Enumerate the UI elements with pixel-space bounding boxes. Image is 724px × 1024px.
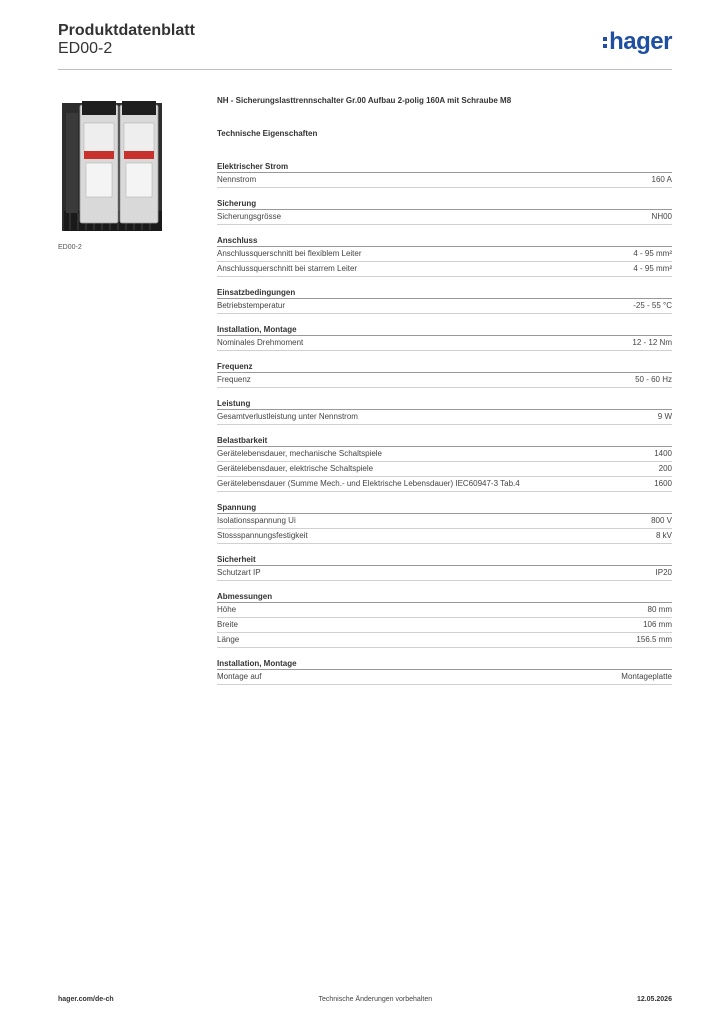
spec-label: Länge xyxy=(217,635,240,644)
section-title: Sicherheit xyxy=(217,554,672,566)
section-title: Sicherung xyxy=(217,198,672,210)
spec-label: Gerätelebensdauer, mechanische Schaltspiele xyxy=(217,449,382,458)
spec-value: 12 - 12 Nm xyxy=(632,338,672,347)
spec-label: Betriebstemperatur xyxy=(217,301,286,310)
spec-row xyxy=(217,633,672,648)
section-title: Elektrischer Strom xyxy=(217,161,672,173)
spec-value: -25 - 55 °C xyxy=(633,301,672,310)
hager-logo xyxy=(603,28,672,56)
section-title: Einsatzbedingungen xyxy=(217,287,672,299)
spec-label: Höhe xyxy=(217,605,237,614)
spec-row xyxy=(217,210,672,225)
spec-row xyxy=(217,410,672,425)
spec-label: Stossspannungsfestigkeit xyxy=(217,531,308,540)
spec-label: Breite xyxy=(217,620,238,629)
section-title: Installation, Montage xyxy=(217,658,672,670)
image-caption: ED00-2 xyxy=(58,244,82,251)
spec-section xyxy=(217,398,672,425)
spec-section xyxy=(217,235,672,277)
footer-date: 12.05.2026 xyxy=(636,996,672,1003)
spec-row xyxy=(217,529,672,544)
spec-value: 50 - 60 Hz xyxy=(635,375,672,384)
section-title: Spannung xyxy=(217,502,672,514)
spec-value: 4 - 95 mm² xyxy=(633,249,672,258)
spec-label: Gerätelebensdauer, elektrische Schaltspiele xyxy=(217,464,374,473)
footer-website: hager.com/de-ch xyxy=(58,996,114,1003)
spec-section xyxy=(217,198,672,225)
spec-row xyxy=(217,299,672,314)
spec-row xyxy=(217,262,672,277)
product-image xyxy=(58,93,168,236)
spec-value: 160 A xyxy=(651,175,672,184)
spec-label: Gerätelebensdauer (Summe Mech.- und Elektrische Lebensdauer) IEC60947-3 Tab.4 xyxy=(217,479,520,488)
spec-section xyxy=(217,361,672,388)
section-title: Abmessungen xyxy=(217,591,672,603)
spec-row xyxy=(217,336,672,351)
spec-section xyxy=(217,287,672,314)
page-footer xyxy=(58,996,672,1003)
section-title: Anschluss xyxy=(217,235,672,247)
technical-properties-heading: Technische Eigenschaften xyxy=(217,129,318,138)
spec-row xyxy=(217,514,672,529)
spec-value: 800 V xyxy=(651,516,672,525)
spec-label: Sicherungsgrösse xyxy=(217,212,282,221)
spec-label: Gesamtverlustleistung unter Nennstrom xyxy=(217,412,358,421)
product-title: NH - Sicherungslasttrennschalter Gr.00 Aufbau 2-polig 160A mit Schraube M8 xyxy=(217,96,512,105)
spec-section xyxy=(217,161,672,188)
spec-row xyxy=(217,462,672,477)
footer-notice: Technische Änderungen vorbehalten xyxy=(318,996,433,1003)
spec-row xyxy=(217,670,672,685)
spec-label: Schutzart IP xyxy=(217,568,261,577)
section-title: Belastbarkeit xyxy=(217,435,672,447)
spec-row xyxy=(217,173,672,188)
spec-section xyxy=(217,324,672,351)
spec-section xyxy=(217,502,672,544)
spec-value: Montageplatte xyxy=(621,672,672,681)
spec-row xyxy=(217,373,672,388)
section-title: Leistung xyxy=(217,398,672,410)
section-title: Installation, Montage xyxy=(217,324,672,336)
spec-label: Frequenz xyxy=(217,375,251,384)
spec-row xyxy=(217,603,672,618)
product-code: ED00-2 xyxy=(58,40,113,57)
spec-label: Isolationsspannung Ui xyxy=(217,516,296,525)
spec-value: 156.5 mm xyxy=(636,635,672,644)
page-header xyxy=(58,22,672,70)
spec-value: 200 xyxy=(658,464,672,473)
spec-label: Montage auf xyxy=(217,672,262,681)
spec-value: 1600 xyxy=(654,479,672,488)
spec-value: 106 mm xyxy=(643,620,672,629)
specs-content xyxy=(217,96,672,685)
spec-value: 1400 xyxy=(654,449,672,458)
spec-value: 8 kV xyxy=(655,531,672,540)
spec-value: 4 - 95 mm² xyxy=(633,264,672,273)
document-title: Produktdatenblatt xyxy=(58,22,195,39)
spec-section xyxy=(217,554,672,581)
spec-value: NH00 xyxy=(651,212,672,221)
logo-text: hager xyxy=(609,28,672,55)
logo-dots-icon xyxy=(603,37,607,48)
spec-row xyxy=(217,247,672,262)
spec-sections xyxy=(217,161,672,685)
spec-value: 9 W xyxy=(657,412,672,421)
spec-value: IP20 xyxy=(655,568,672,577)
spec-label: Nennstrom xyxy=(217,175,257,184)
spec-value: 80 mm xyxy=(647,605,672,614)
spec-row xyxy=(217,566,672,581)
spec-section xyxy=(217,591,672,648)
spec-section xyxy=(217,435,672,492)
spec-row xyxy=(217,477,672,492)
spec-section xyxy=(217,658,672,685)
spec-label: Anschlussquerschnitt bei flexiblem Leiter xyxy=(217,249,362,258)
section-title: Frequenz xyxy=(217,361,672,373)
spec-row xyxy=(217,618,672,633)
spec-row xyxy=(217,447,672,462)
spec-label: Anschlussquerschnitt bei starrem Leiter xyxy=(217,264,358,273)
spec-label: Nominales Drehmoment xyxy=(217,338,304,347)
